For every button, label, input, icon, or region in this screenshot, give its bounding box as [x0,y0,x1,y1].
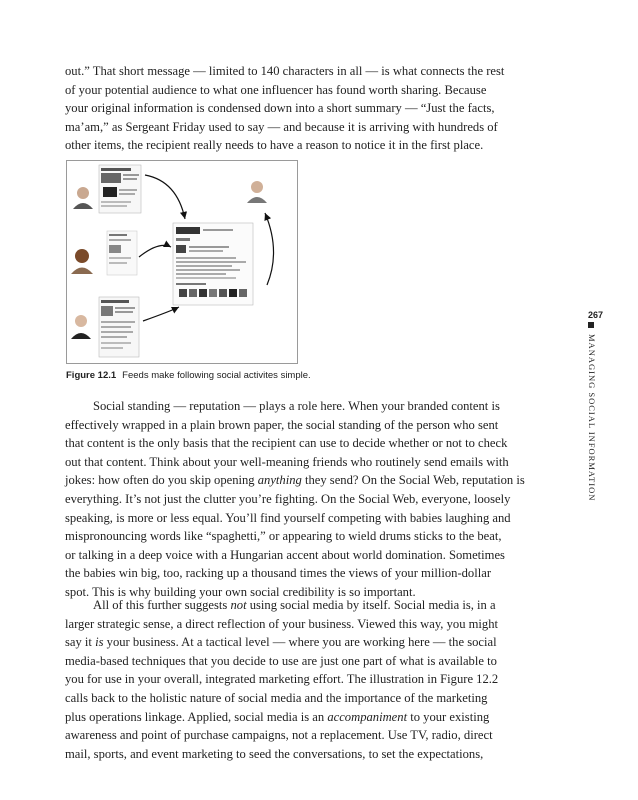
text-line [65,633,512,652]
text-run: All of this further suggests [93,598,231,612]
text-line: that content is the only basis that the recipient can use to decide whether or not to check [65,436,508,451]
text-line: mispronouncing words like “spaghetti,” or appearing to wield drums sticks to the beat, [65,529,502,544]
person-avatar-right-top [247,181,267,203]
text-line: out that content. Think about your well-meaning friends who routinely send emails with [65,454,509,469]
text-line: speaking, is more or less equal. You’ll find yourself competing with babies laughing and [65,510,511,525]
text-line [65,708,512,727]
text-run: using social media by itself. Social media is, in a [246,598,496,612]
square-bullet-icon [588,322,594,328]
text-run: to your existing [407,709,490,724]
person-avatar-left-middle [71,249,93,274]
text-run: say it [65,635,96,650]
arrow-feed-to-reader [265,213,274,285]
text-run: they send? On the Social Web, reputation is [301,473,525,488]
page-number: 267 [588,310,604,320]
running-head-text: MANAGING SOCIAL INFORMATION [587,334,597,502]
figure-illustration [66,160,298,364]
arrow-bottom-to-feed [143,307,179,321]
text-line [65,596,512,615]
feeds-illustration [67,161,297,363]
arrow-top-to-feed [145,175,185,219]
text-line: or talking in a deep voice with a Hungarian accent about world domination. Sometimes [65,547,505,562]
text-line: your original information is condensed down into a short summary — “Just the facts, [65,101,495,116]
emphasis: not [230,598,247,612]
text-run: plus operations linkage. Applied, social media is an [65,709,328,724]
text-line: of your potential audience to what one influencer has found worth sharing. Because [65,82,487,97]
text-line: ma’am,” as Sergeant Friday used to say — and because it is arriving with hundreds of [65,119,498,134]
text-line [65,471,525,490]
paragraph-intro [65,62,512,155]
text-line: larger strategic sense, a direct reflection of your business. Viewed this way, you might [65,616,499,631]
person-avatar-left-bottom [71,315,91,339]
emphasis: accompaniment [327,709,408,724]
source-page-middle [107,231,137,275]
running-head [587,322,597,501]
paragraph-social-standing [65,397,525,602]
text-line: media-based techniques that you decide to use are just one part of what is available to [65,653,497,668]
text-run: jokes: how often do you skip opening [65,473,258,488]
text-line: spot. This is why building your own social credibility is so important. [65,584,416,599]
source-page-top [99,165,141,213]
text-line: out.” That short message — limited to 140 characters in all — is what connects the rest [65,64,505,78]
emphasis: is [95,635,104,650]
text-line: calls back to the holistic nature of social media and the importance of the marketing [65,690,488,705]
arrow-middle-to-feed [139,245,171,257]
figure-label: Figure 12.1 [66,370,117,381]
paragraph-further-suggests [65,596,512,763]
text-line: the babies win big, too, racking up a thousand times the views of your million-dollar [65,566,492,581]
figure-caption-text: Feeds make following social activites simple. [122,370,311,381]
text-line: awareness and point of purchase campaigns, not a replacement. Use TV, radio, direct [65,728,493,743]
text-line: mail, sports, and event marketing to seed the conversations, to set the expectations, [65,746,484,761]
person-avatar-left-top [73,187,93,209]
text-line: other items, the recipient really needs to have a reason to notice it in the first place. [65,138,484,153]
source-page-bottom [99,297,139,357]
text-run: your business. At a tactical level — where you are working here — the social [103,635,497,650]
figure-caption [66,370,311,381]
emphasis: anything [257,473,302,488]
text-line: everything. It’s not just the clutter you’re fighting. On the Social Web, everyone, loosely [65,491,511,506]
feed-aggregator-page [173,223,253,305]
text-line: effectively wrapped in a plain brown paper, the social standing of the person who sent [65,417,499,432]
text-line: Social standing — reputation — plays a role here. When your branded content is [93,399,500,413]
text-line: you for use in your overall, integrated marketing effort. The illustration in Figure 12.2 [65,672,499,687]
